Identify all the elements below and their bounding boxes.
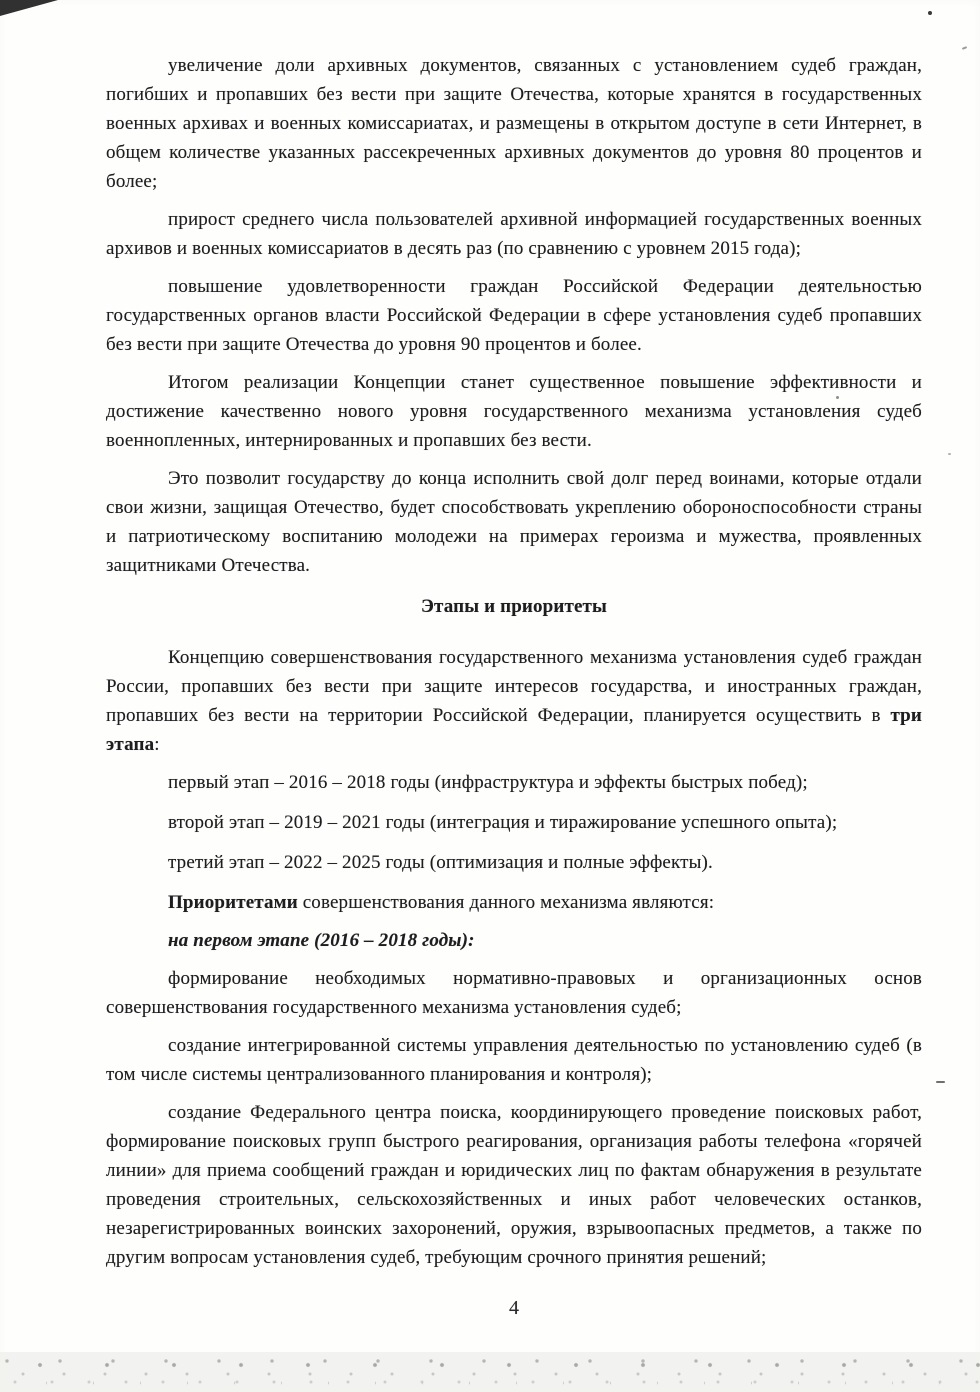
document-body [106,51,922,1281]
text-run: на первом этапе (2016 – 2018 годы): [168,930,475,951]
scan-speck [928,11,932,15]
paragraph [106,643,922,759]
paragraph [106,272,922,359]
text-run: Это позволит государству до конца исполнить свой долг перед воинами, которые отдали свои жизни, защищая Отечество, будет способствовать укреплению обороноспособности страны и патриотическому воспитанию молодежи на примерах героизма и мужества, проявленных защитниками Отечества. [106,468,922,576]
text-run: второй этап – 2019 – 2021 годы (интеграция и тиражирование успешного опыта); [168,812,838,833]
text-run: Итогом реализации Концепции станет существенное повышение эффективности и достижение качественно нового уровня государственного механизма установления судеб военнопленных, интернированных и пропавших без вести. [106,372,922,451]
scan-noise-band [0,1352,980,1392]
text-run: формирование необходимых нормативно-правовых и организационных основ совершенствования государственного механизма установления судеб; [106,968,922,1018]
text-run: создание интегрированной системы управления деятельностью по установлению судеб (в том числе системы централизованного планирования и контроля); [106,1035,922,1085]
paragraph [106,51,922,196]
paragraph [106,368,922,455]
paragraph [106,768,922,797]
text-run: : [154,734,160,755]
scan-speck [936,1081,945,1083]
scan-speck [962,46,967,50]
paragraph [106,205,922,263]
paragraph [106,848,922,877]
paragraph [106,888,922,917]
paragraph [106,926,922,955]
paragraph [106,1031,922,1089]
text-run: совершенствования данного механизма являются: [297,892,715,913]
scan-speck [948,453,951,455]
page-number: 4 [509,1297,519,1319]
scan-corner-mark [0,0,58,16]
section-heading [106,592,922,621]
paragraph [106,964,922,1022]
text-run: первый этап – 2016 – 2018 годы (инфраструктура и эффекты быстрых побед); [168,772,808,793]
text-run: повышение удовлетворенности граждан Российской Федерации деятельностью государственных органов власти Российской Федерации в сфере установления судеб пропавших без вести при защите Отечества до уровня 90 процентов и более. [106,276,922,355]
text-run: Концепцию совершенствования государственного механизма установления судеб граждан России, пропавших без вести при защите интересов государства, и иностранных граждан, пропавших без вести на территории Российской Федерации, планируется осуществить в [106,647,922,726]
text-run: три этапа [106,705,922,755]
paragraph [106,808,922,837]
text-run: третий этап – 2022 – 2025 годы (оптимизация и полные эффекты). [168,852,713,873]
paragraph [106,1098,922,1272]
text-run: Этапы и приоритеты [420,596,608,617]
text-run: прирост среднего числа пользователей архивной информацией государственных военных архивов и военных комиссариатов в десять раз (по сравнению с уровнем 2015 года); [106,209,922,259]
text-run: Приоритетами [168,892,298,913]
paragraph [106,464,922,580]
text-run: создание Федерального центра поиска, координирующего проведение поисковых работ, формирование поисковых групп быстрого реагирования, организация работы телефона «горячей линии» для приема сообщений граждан и юридических лиц по фактам обнаружения в результате проведения строительных, сельскохозяйственных и иных работ человеческих останков, незарегистрированных воинских захоронений, оружия, взрывоопасных предметов, а также по другим вопросам установления судеб, требующим срочного принятия решений; [106,1102,922,1268]
text-run: увеличение доли архивных документов, связанных с установлением судеб граждан, погибших и пропавших без вести при защите Отечества, которые хранятся в государственных военных архивах и военных комиссариатах, и размещены в открытом доступе в сети Интернет, в общем количестве указанных рассекреченных архивных документов до уровня 80 процентов и более; [106,55,922,192]
